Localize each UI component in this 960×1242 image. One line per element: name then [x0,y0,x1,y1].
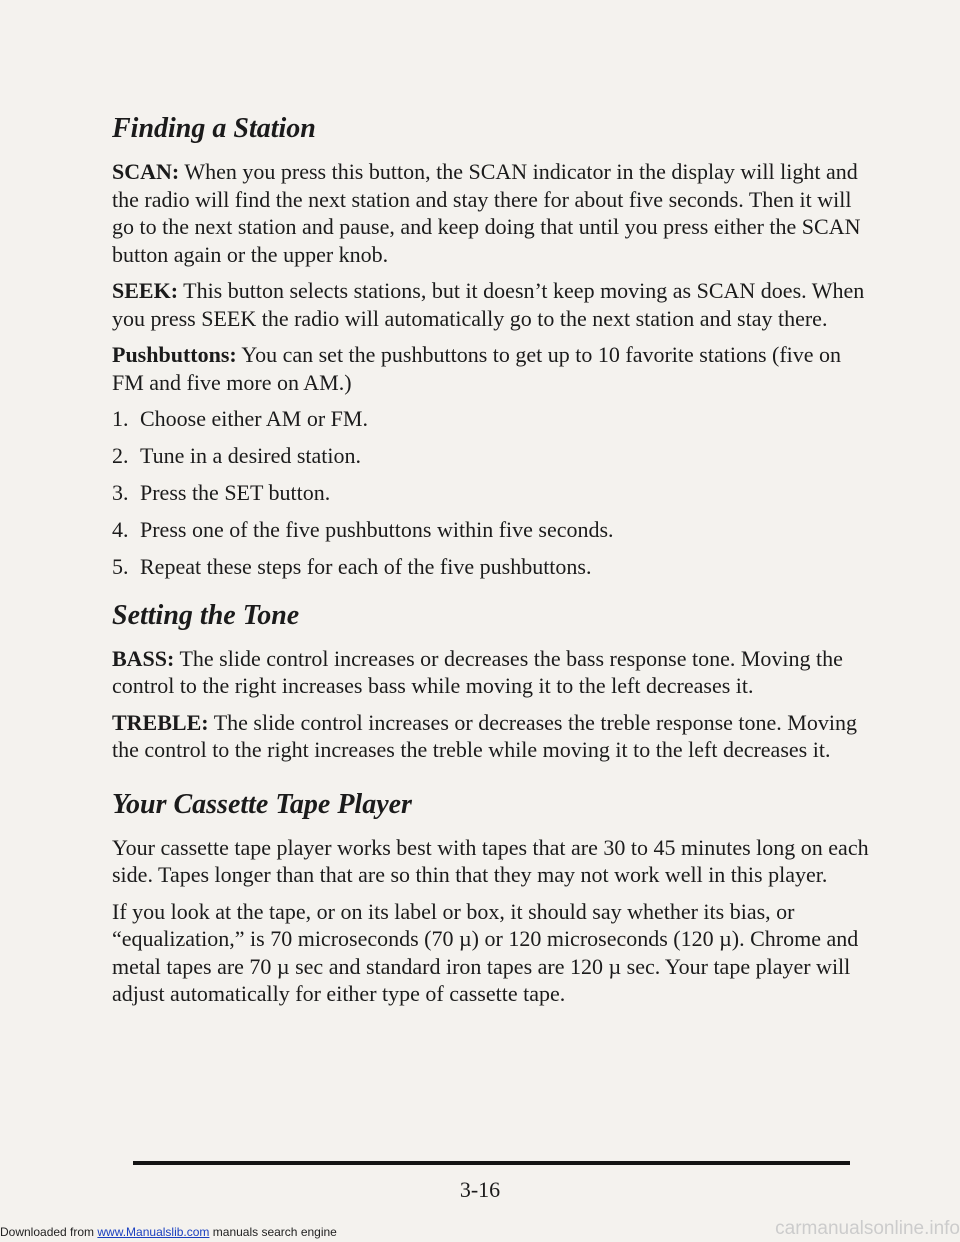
term-pushbuttons: Pushbuttons: [112,342,237,367]
page-content [112,112,872,1017]
step-text: Tune in a desired station. [140,443,361,468]
paragraph-seek [112,277,872,332]
heading-cassette-tape-player: Your Cassette Tape Player [112,788,412,820]
section-cassette-tape-player [112,788,872,1008]
list-item [112,405,872,433]
paragraph-tape-length: Your cassette tape player works best with tapes that are 30 to 45 minutes long on each side. Tapes longer than that are so thin that they may not work well in this player. [112,834,869,887]
term-bass: BASS: [112,645,175,671]
step-text: Press the SET button. [140,480,331,505]
step-text: Repeat these steps for each of the five pushbuttons. [140,554,592,579]
footer-suffix: manuals search engine [209,1225,337,1239]
list-item [112,553,872,581]
text-pushbuttons: You can set the pushbuttons to get up to 10 favorite stations (five on FM and five more on AM.) [112,342,842,395]
paragraph-bass [112,645,872,700]
term-scan: SCAN: [112,159,180,184]
term-treble: TREBLE: [112,709,209,735]
text-bass: The slide control increases or decreases the bass response tone. Moving the control to the right increases bass while moving it to the left decreases it. [112,645,843,698]
step-number: 4. [112,517,129,542]
page-number: 3-16 [459,1177,501,1202]
step-number: 3. [112,480,129,505]
step-number: 5. [112,554,129,579]
text-seek: This button selects stations, but it doesn’t keep moving as SCAN does. When you press SEEK the radio will automatically go to the next station and stay there. [112,278,865,331]
step-text: Choose either AM or FM. [140,406,368,431]
step-number: 1. [112,406,129,431]
paragraph-pushbuttons [112,341,872,396]
heading-setting-the-tone: Setting the Tone [112,599,300,631]
paragraph-scan [112,158,872,268]
text-treble: The slide control increases or decreases the treble response tone. Moving the control to the right increases the treble while moving it to the left decreases it. [112,709,857,762]
pushbutton-steps-list [112,405,872,581]
manualslib-link[interactable]: www.Manualslib.com [97,1225,210,1239]
list-item [112,442,872,470]
section-finding-a-station [112,112,872,581]
download-footer [0,1225,337,1239]
footer-rule [133,1161,850,1165]
list-item [112,516,872,544]
heading-finding-a-station: Finding a Station [112,113,316,144]
paragraph-tape-bias: If you look at the tape, or on its label or box, it should say whether its bias, or “equalization,” is 70 microseconds (70 µ) or 120 microseconds (120 µ). Chrome and metal tapes are 70 µ sec and standard iron tapes are 120 µ sec. Your tape player will adjust automatically for either type of cassette tape. [112,898,859,1006]
list-item [112,479,872,507]
paragraph-treble [112,709,872,764]
step-number: 2. [112,443,129,468]
watermark: carmanualsonline.info [775,1218,960,1239]
footer-prefix: Downloaded from [0,1225,98,1239]
section-setting-the-tone [112,599,872,764]
step-text: Press one of the five pushbuttons within five seconds. [140,517,614,542]
term-seek: SEEK: [112,278,179,303]
text-scan: When you press this button, the SCAN indicator in the display will light and the radio will find the next station and stay there for about five seconds. Then it will go to the next station and pause, and keep doing that until you press either the SCAN button again or the upper knob. [112,159,861,267]
